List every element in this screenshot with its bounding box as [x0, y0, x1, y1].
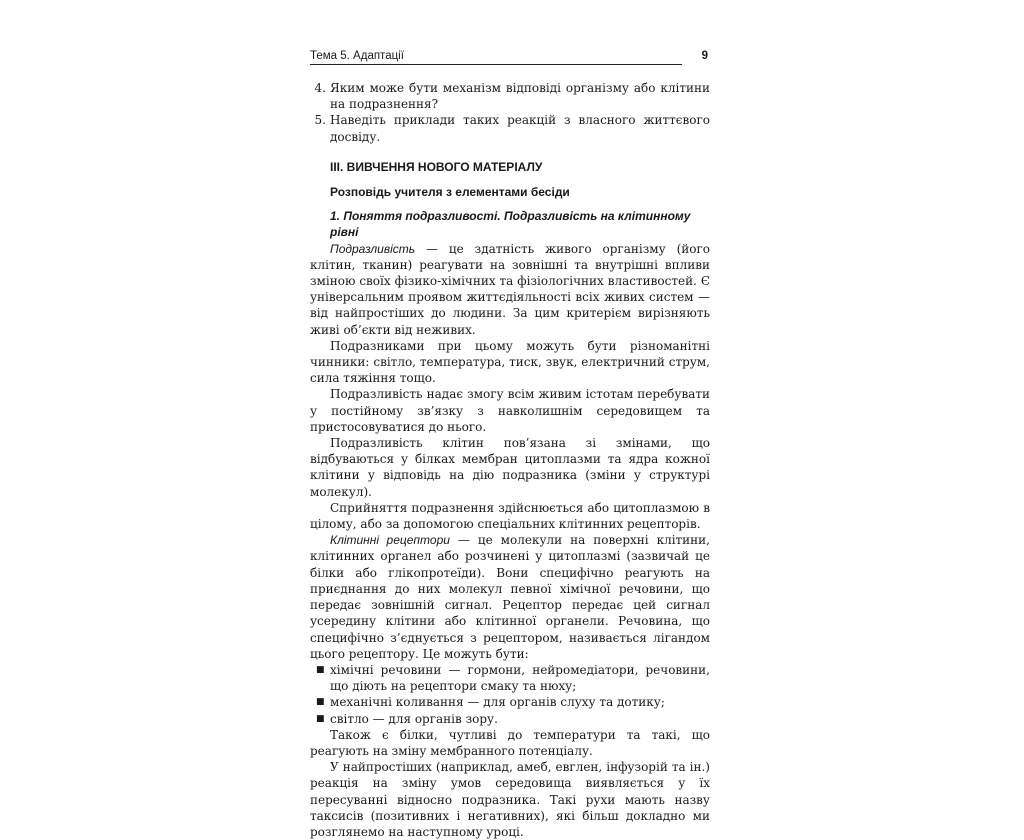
bullet-icon: ■ — [316, 713, 325, 724]
paragraph: Також є білки, чутливі до температури та такі, що реагують на зміну мембранного потенціалу. — [310, 727, 710, 758]
bullet-icon: ■ — [316, 664, 325, 675]
list-item: ■ механічні коливання — для органів слуху та дотику; — [310, 694, 710, 710]
section-heading: III. ВИВЧЕННЯ НОВОГО МАТЕРІАЛУ — [330, 159, 543, 174]
subheading: Розповідь учителя з елементами бесіди — [330, 185, 570, 200]
term: Клітинні рецептори — [330, 533, 450, 548]
paragraph: У найпростіших (наприклад, амеб, евглен, інфузорій та ін.) реакція на зміну умов середовища виявляється у їх пересуванні відносно подразника. Такі рухи мають назву таксисів (позитивних і негативних), які більш докладно ми розглянемо на наступному уроці. — [310, 760, 710, 839]
paragraph: Подразливість надає змогу всім живим істотам перебувати у постійному зв’язку з навколишнім середовищем та пристосовуватися до нього. — [310, 387, 710, 434]
question-item: 4. Яким може бути механізм відповіді організму або клітини на подразнення? — [314, 81, 710, 112]
topic-heading: 1. Поняття подразливості. Подразливість на клітинному рівні — [330, 209, 691, 240]
paragraph: Подразливість — це здатність живого організму (його клітин, тканин) реагувати на зовнішні та внутрішні впливи зміною своїх фізико-хімічних та фізіологічних властивостей. Є універсальним проявом життєдіяльності всіх живих систем — від найпростіших до людини. За цим критерієм вирізняють живі об’єкти від неживих. — [310, 241, 710, 337]
list-item: ■ світло — для органів зору. — [310, 711, 710, 727]
running-header-title: Тема 5. Адаптації — [310, 50, 404, 62]
paragraph: Клітинні рецептори — це молекули на поверхні клітини, клітинних органел або розчинені у цитоплазмі (зазвичай це білки або глікопротеїди). Вони специфічно реагують на приєднання до них молекул певної хімічної речовини, що передає зовнішній сигнал. Рецептор передає цей сигнал усередину клітини або клітинної органели. Речовина, що специфічно з’єднується з рецептором, називається лігандом цього рецептору. Це можуть бути: — [310, 533, 710, 661]
bullet-icon: ■ — [316, 697, 325, 708]
running-header — [310, 48, 710, 66]
page-number: 9 — [701, 50, 708, 62]
term: Подразливість — [330, 241, 416, 256]
paragraph: Подразниками при цьому можуть бути різноманітні чинники: світло, температура, тиск, звук, електричний струм, сила тяжіння тощо. — [310, 338, 710, 386]
paragraph: Подразливість клітин пов’язана зі змінами, що відбуваються у білках мембран цитоплазми та ядра кожної клітини у відповідь на дію подразника (зміни у структурі молекул). — [310, 436, 710, 499]
question-list — [310, 80, 710, 145]
paragraph: Сприйняття подразнення здійснюється або цитоплазмою в цілому, або за допомогою спеціальних клітинних рецепторів. — [310, 500, 710, 532]
list-item: ■ хімічні речовини — гормони, нейромедіатори, речовини, що діють на рецептори смаку та нюху; — [310, 662, 710, 694]
header-rule — [310, 64, 682, 65]
question-item: 5. Наведіть приклади таких реакцій з власного життєвого досвіду. — [314, 113, 710, 144]
bullet-list — [310, 662, 710, 727]
book-page — [310, 46, 710, 840]
